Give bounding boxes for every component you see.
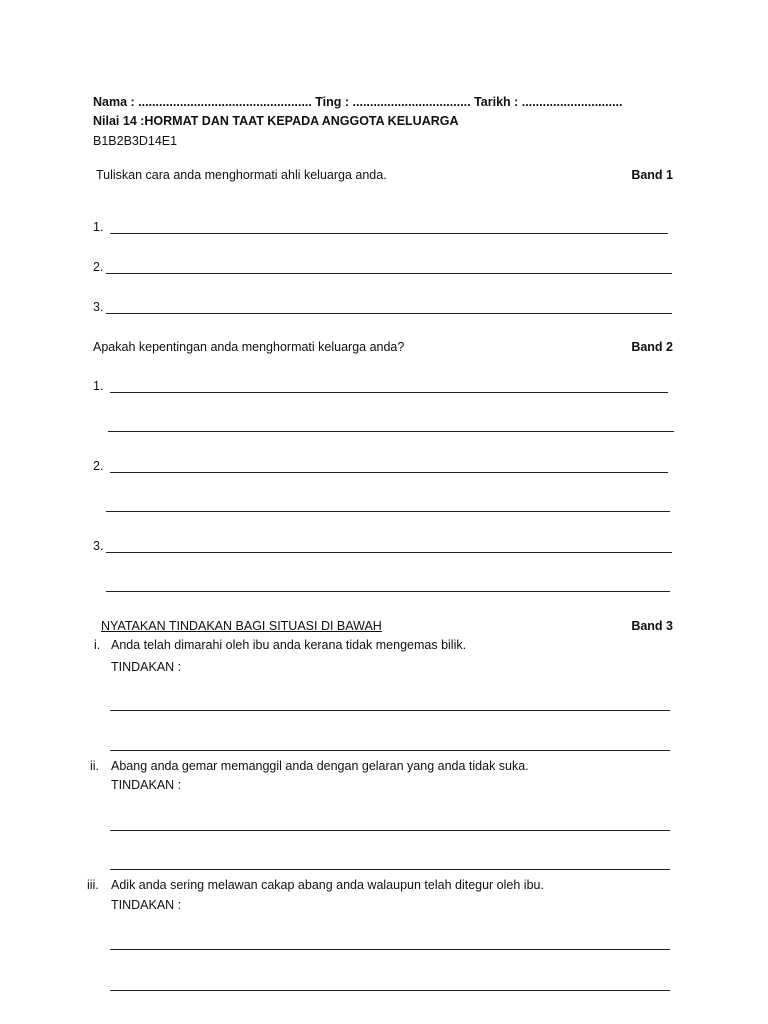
worksheet-code: B1B2B3D14E1 xyxy=(93,134,178,148)
worksheet-title: Nilai 14 :HORMAT DAN TAAT KEPADA ANGGOTA KELUARGA xyxy=(93,114,459,128)
situation-number: i. xyxy=(94,638,101,652)
answer-line[interactable] xyxy=(110,472,668,473)
situation-number: ii. xyxy=(90,759,100,773)
situation-text: Adik anda sering melawan cakap abang anda walaupun telah ditegur oleh ibu. xyxy=(111,878,544,892)
answer-line[interactable] xyxy=(108,431,674,432)
name-class-date-line: Nama : .................................................. Ting : .................................. Tarikh : ............................. xyxy=(93,95,623,109)
section2-item-number: 3. xyxy=(93,539,104,553)
section1-item-number: 3. xyxy=(93,300,104,314)
answer-line[interactable] xyxy=(110,392,668,393)
answer-line[interactable] xyxy=(106,591,670,592)
answer-line[interactable] xyxy=(110,830,670,831)
answer-line[interactable] xyxy=(106,552,672,553)
section2-item-number: 1. xyxy=(93,379,104,393)
section2-item-number: 2. xyxy=(93,459,104,473)
answer-line[interactable] xyxy=(110,710,670,711)
section3-heading: NYATAKAN TINDAKAN BAGI SITUASI DI BAWAH xyxy=(101,619,382,633)
situation-text: Anda telah dimarahi oleh ibu anda kerana tidak mengemas bilik. xyxy=(111,638,467,652)
situation-number: iii. xyxy=(87,878,99,892)
answer-line[interactable] xyxy=(106,511,670,512)
answer-line[interactable] xyxy=(106,273,672,274)
answer-line[interactable] xyxy=(110,233,668,234)
answer-line[interactable] xyxy=(110,869,670,870)
section1-question: Tuliskan cara anda menghormati ahli keluarga anda. xyxy=(96,168,387,182)
section1-band: Band 1 xyxy=(631,168,673,182)
section3-band: Band 3 xyxy=(631,619,673,633)
section1-item-number: 1. xyxy=(93,220,104,234)
situation-text: Abang anda gemar memanggil anda dengan gelaran yang anda tidak suka. xyxy=(111,759,529,773)
section2-band: Band 2 xyxy=(631,340,673,354)
answer-line[interactable] xyxy=(110,990,670,991)
answer-line[interactable] xyxy=(110,949,670,950)
action-label: TINDAKAN : xyxy=(111,898,182,912)
answer-line[interactable] xyxy=(110,750,670,751)
action-label: TINDAKAN : xyxy=(111,778,182,792)
section1-item-number: 2. xyxy=(93,260,104,274)
section2-question: Apakah kepentingan anda menghormati keluarga anda? xyxy=(93,340,405,354)
answer-line[interactable] xyxy=(106,313,672,314)
action-label: TINDAKAN : xyxy=(111,660,182,674)
